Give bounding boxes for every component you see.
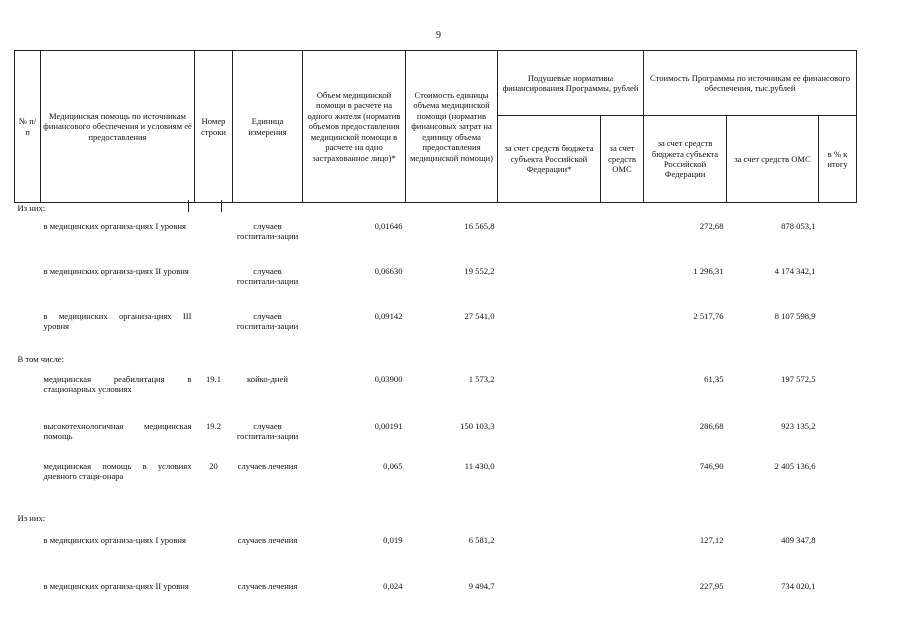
- row-pc-oms: 127,12: [699, 534, 724, 545]
- row-pc-oms: 2 517,76: [693, 310, 724, 321]
- table-row: [15, 461, 857, 513]
- row-unit: случаев лечения: [237, 460, 298, 471]
- table-row: [15, 535, 857, 581]
- financing-table: [14, 50, 857, 611]
- row-cost: 150 103,3: [460, 420, 495, 431]
- row-volume: 0,00191: [374, 420, 403, 431]
- row-cost: 19 552,2: [464, 265, 495, 276]
- row-unit: случаев лечения: [237, 534, 298, 545]
- row-unit: случаев госпитали-зации: [236, 265, 299, 286]
- row-name: высокотехнологичная медицинская помощь: [43, 420, 192, 441]
- row-pr-oms: 4 174 342,1: [774, 265, 816, 276]
- row-cost: 6 581,2: [468, 534, 495, 545]
- row-volume: 0,03900: [374, 373, 403, 384]
- row-line: [195, 221, 233, 266]
- row-volume: 0,01646: [374, 220, 403, 231]
- header-program-cost: Стоимость Программы по источникам ее финансового обеспечения, тыс.рублей: [644, 51, 857, 116]
- row-cost: 1 573,2: [468, 373, 495, 384]
- header-number: № п/п: [15, 51, 41, 203]
- section-label: Из них:: [17, 203, 46, 213]
- row-line: [195, 311, 233, 354]
- row-pr-oms: 923 135,2: [781, 420, 816, 431]
- row-cost: 16 565,8: [464, 220, 495, 231]
- section-row: [15, 513, 857, 535]
- row-name: в медицинских организа-циях I уровня: [43, 534, 186, 545]
- row-pr-oms: 878 053,1: [781, 220, 816, 231]
- row-pc-oms: 1 296,31: [693, 265, 724, 276]
- header-line: Номер строки: [195, 51, 233, 203]
- row-pr-oms: 409 347,8: [781, 534, 816, 545]
- table-row: [15, 221, 857, 266]
- row-name: в медицинских организа-циях II уровня: [43, 580, 189, 591]
- row-cost: 9 494,7: [468, 580, 495, 591]
- row-unit: случаев госпитали-зации: [236, 420, 299, 441]
- row-name: медицинская помощь в условиях дневного стаци-онара: [43, 460, 192, 481]
- table-row: [15, 374, 857, 421]
- page-number: 9: [436, 30, 441, 41]
- row-pr-oms: 734 020,1: [781, 580, 816, 591]
- row-name: в медицинских организа-циях II уровня: [43, 265, 189, 276]
- row-name: в медицинских организа-циях III уровня: [43, 310, 192, 331]
- section-label: Из них:: [17, 512, 46, 523]
- header-pr-budget: за счет средств бюджета субъекта Российской Федерации: [644, 116, 727, 203]
- row-pc-oms: 746,90: [699, 460, 724, 471]
- header-pr-percent: в % к итогу: [819, 116, 857, 203]
- row-line: 19.1: [205, 373, 222, 384]
- row-volume: 0,09142: [374, 310, 403, 321]
- header-unit: Единица измерения: [233, 51, 303, 203]
- header-pc-oms: за счет средств ОМС: [601, 116, 644, 203]
- section-row: [15, 203, 857, 221]
- row-line: [195, 266, 233, 311]
- section-row: [15, 354, 857, 374]
- row-pc-oms: 286,68: [699, 420, 724, 431]
- row-cost: 27 541,0: [464, 310, 495, 321]
- section-label: В том числе:: [17, 353, 64, 364]
- row-line: [195, 581, 233, 611]
- row-unit: случаев госпитали-зации: [236, 310, 299, 331]
- table-row: [15, 421, 857, 461]
- row-pc-oms: 61,35: [704, 373, 724, 384]
- row-volume: 0,065: [383, 460, 403, 471]
- header-per-capita: Подушевые нормативы финансирования Программы, рублей: [498, 51, 644, 116]
- header-name: Медицинская помощь по источникам финансового обеспечения и условиям её предоставления: [41, 51, 195, 203]
- row-pr-oms: 197 572,5: [781, 373, 816, 384]
- table-row: [15, 581, 857, 611]
- row-line: [195, 535, 233, 581]
- row-volume: 0,019: [383, 534, 403, 545]
- row-pc-oms: 227,95: [699, 580, 724, 591]
- header-cost: Стоимость единицы объема медицинской помощи (норматив финансовых затрат на единицу объема предоставления медицинской помощи): [406, 51, 498, 203]
- row-pc-oms: 272,68: [699, 220, 724, 231]
- row-cost: 11 430,0: [464, 460, 495, 471]
- row-pr-oms: 2 405 136,6: [774, 460, 816, 471]
- row-line: 19.2: [205, 420, 222, 431]
- table-row: [15, 266, 857, 311]
- row-unit: случаев лечения: [237, 580, 298, 591]
- row-name: в медицинских организа-циях I уровня: [43, 220, 186, 231]
- row-name: медицинская реабилитация в стационарных условиях: [43, 373, 192, 394]
- table-row: [15, 311, 857, 354]
- header-volume: Объем медицинской помощи в расчете на одного жителя (норматив объемов предоставления медицинской помощи в расчете на одно застрахованное лицо)*: [303, 51, 406, 203]
- row-volume: 0,024: [383, 580, 403, 591]
- row-unit: койко-дней: [247, 373, 288, 384]
- header-pr-oms: за счет средств ОМС: [727, 116, 819, 203]
- row-volume: 0,06630: [374, 265, 403, 276]
- row-pr-oms: 8 107 598,9: [774, 310, 816, 321]
- row-unit: случаев госпитали-зации: [236, 220, 299, 241]
- row-line: 20: [209, 460, 218, 471]
- header-pc-budget: за счет средств бюджета субъекта Российской Федерации*: [498, 116, 601, 203]
